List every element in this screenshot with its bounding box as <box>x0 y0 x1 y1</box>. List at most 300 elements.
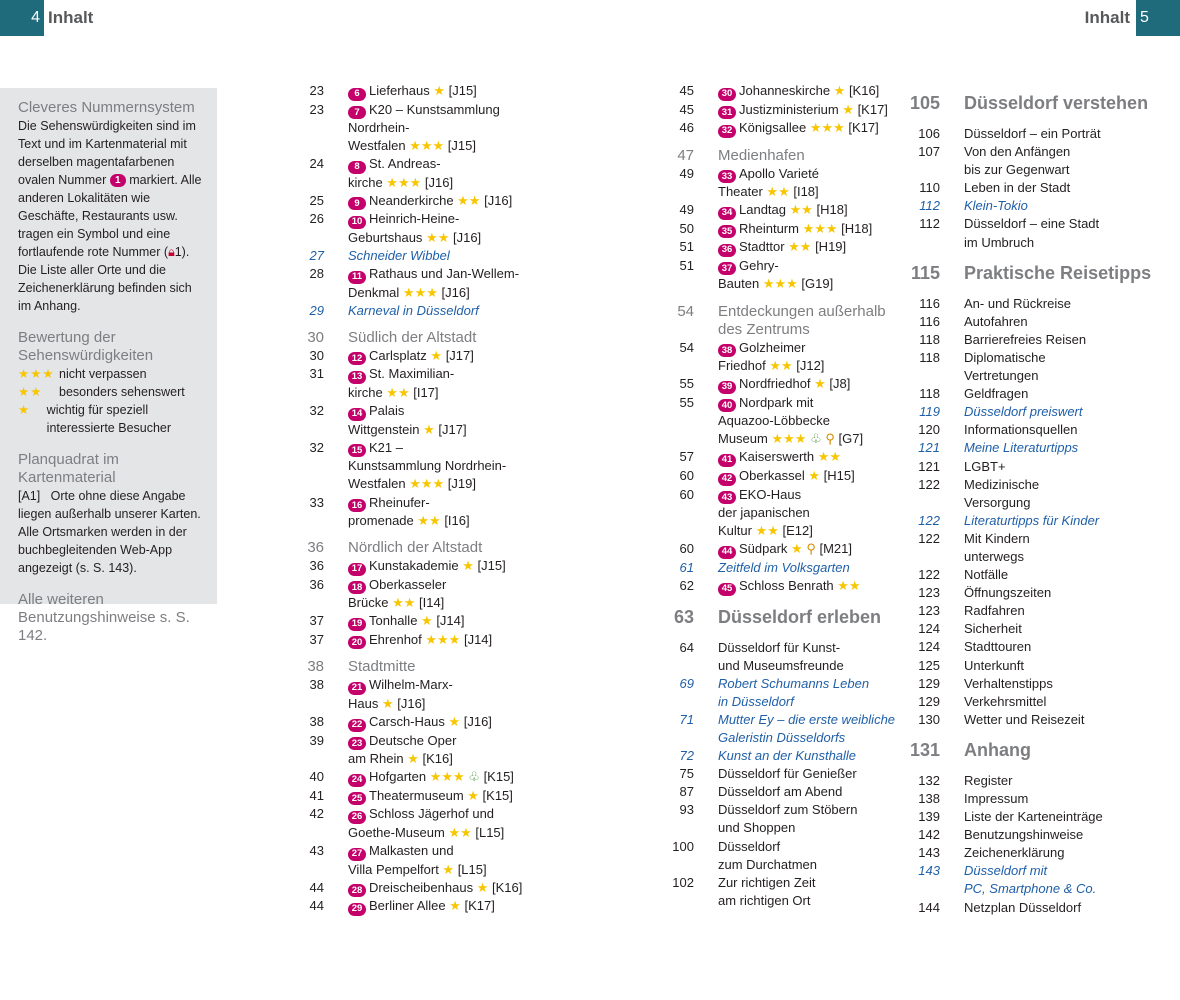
toc-page-number: 100 <box>672 838 694 854</box>
toc-line <box>348 210 620 229</box>
toc-entry-text <box>718 559 900 577</box>
toc-page-number: 32 <box>309 439 324 455</box>
toc-line-text: Haus ★ [J16] <box>348 695 426 711</box>
toc-line <box>718 729 900 747</box>
toc-page-number: 116 <box>919 313 940 329</box>
toc-page-number: 36 <box>307 539 324 557</box>
sight-number-badge: 7 <box>348 106 366 119</box>
sight-number-badge: 34 <box>718 207 736 220</box>
toc-page-number: 71 <box>679 711 694 727</box>
toc-line <box>348 594 620 612</box>
toc-page-number: 131 <box>909 739 940 760</box>
toc-page-number: 44 <box>309 879 324 895</box>
toc-entry <box>660 639 900 675</box>
toc-entry-text <box>718 639 900 675</box>
toc-page-number: 124 <box>918 639 940 655</box>
toc-line <box>348 247 620 265</box>
header-title-right: Inhalt <box>1084 8 1130 27</box>
toc-line-text: Galeristin Düsseldorfs <box>718 729 846 745</box>
toc-line-text: St. Maximilian- <box>369 366 455 382</box>
header-title-left: Inhalt <box>48 8 94 27</box>
toc-entry <box>905 421 1180 439</box>
toc-line <box>718 801 900 819</box>
toc-entry <box>660 375 900 394</box>
toc-line <box>718 606 900 628</box>
sight-number-badge: 28 <box>348 884 366 897</box>
toc-line <box>718 101 900 120</box>
toc-line <box>718 577 900 596</box>
toc-line-text: Zeichenerklärung <box>964 845 1065 861</box>
toc-entry-text <box>348 155 620 192</box>
sidebar-heading-grid: Planquadrat im Kartenmaterial <box>18 451 119 486</box>
toc-line-text: Vertretungen <box>964 368 1039 384</box>
toc-entry-text <box>348 805 620 842</box>
star-icon: ★ <box>476 879 489 895</box>
toc-page-number: 143 <box>918 845 940 861</box>
toc-entry-text <box>964 826 1180 844</box>
toc-line <box>964 143 1180 161</box>
legend-row <box>18 383 207 401</box>
toc-entry <box>290 557 620 576</box>
toc-line-text: Düsseldorf für Genießer <box>718 766 857 782</box>
star-icon: ★★★ <box>425 631 461 647</box>
toc-line-text: Informationsquellen <box>964 422 1078 438</box>
toc-line-text: Friedhof ★★ [J12] <box>718 358 825 374</box>
toc-entry-text <box>718 801 900 837</box>
toc-line <box>348 119 620 137</box>
toc-line-text: Carlsplatz ★ [J17] <box>369 347 474 363</box>
star-icon: ★ <box>842 101 854 117</box>
toc-entry-text <box>718 467 900 486</box>
toc-line <box>964 295 1180 313</box>
grid-code: [A1] <box>18 489 41 503</box>
toc-entry <box>290 676 620 713</box>
toc-line <box>348 475 620 493</box>
toc-line-text: Meine Literaturtipps <box>964 440 1079 456</box>
toc-entry <box>905 566 1180 584</box>
toc-entry <box>905 657 1180 675</box>
toc-line-text: Goethe-Museum ★★ [L15] <box>348 824 505 840</box>
toc-line <box>718 892 900 910</box>
sight-number-badge: 25 <box>348 792 366 805</box>
toc-line-text: K21 – <box>369 439 403 455</box>
toc-line <box>348 101 620 120</box>
toc-line-text: Landtag ★★ [H18] <box>739 202 848 218</box>
toc-entry <box>290 155 620 192</box>
star-icon: ★★★ <box>409 476 445 492</box>
toc-entry-text <box>964 638 1180 656</box>
toc-page-number: 40 <box>309 769 324 785</box>
toc-line <box>718 448 900 467</box>
toc-page-number: 47 <box>677 146 694 164</box>
toc-line-text: Verkehrsmittel <box>964 693 1047 709</box>
toc-line-text: Klein-Tokio <box>964 198 1028 214</box>
toc-entry <box>290 768 620 787</box>
sight-number-badge: 32 <box>718 125 736 138</box>
grid-text: Orte ohne diese Angabe liegen außerhalb unserer Karten. Alle Ortsmarken werden in der buchbegleitenden Web-App angezeigt (s. S. 143). <box>18 489 201 575</box>
toc-entry-text <box>348 612 620 631</box>
toc-page-number: 57 <box>679 449 694 465</box>
toc-entry-text <box>348 842 620 879</box>
toc-line <box>348 494 620 513</box>
sight-number-badge: 17 <box>348 563 366 576</box>
toc-line <box>718 819 900 837</box>
toc-line-text: Karneval in Düsseldorf <box>348 302 479 318</box>
toc-line <box>718 412 900 430</box>
toc-line-text: An- und Rückreise <box>964 295 1071 311</box>
numbering-text-b: markiert. Alle anderen Lokalitäten wie Geschäfte, Restaurants usw. tragen ein Symbol und eine fortlaufende rote Nummer ( <box>18 173 202 259</box>
star-icon: ★ <box>833 83 846 98</box>
toc-entry <box>905 808 1180 826</box>
toc-page-number: 44 <box>309 898 324 914</box>
toc-entry <box>905 179 1180 197</box>
toc-line <box>348 713 620 732</box>
toc-entry <box>660 559 900 577</box>
star-icon: ★★ <box>448 824 472 840</box>
sight-number-badge: 15 <box>348 444 366 457</box>
toc-page-number: 116 <box>919 295 940 311</box>
toc-entry-text <box>964 602 1180 620</box>
toc-line <box>718 303 900 321</box>
toc-entry-text <box>348 210 620 247</box>
toc-line <box>964 772 1180 790</box>
toc-line-text: Düsseldorf mit <box>964 863 1048 879</box>
toc-line-text: Deutsche Oper <box>369 732 457 748</box>
toc-entry-text <box>964 566 1180 584</box>
toc-entry-text <box>348 439 620 494</box>
toc-line-text: Museum ★★★ ♧ ⚲ [G7] <box>718 431 864 447</box>
star-icon: ★★ <box>18 385 43 399</box>
toc-line <box>348 805 620 824</box>
toc-entry-text <box>348 897 620 916</box>
toc-line <box>348 284 620 302</box>
toc-line <box>348 897 620 916</box>
sight-number-badge: 30 <box>718 88 736 101</box>
toc-entry <box>905 349 1180 385</box>
toc-line <box>964 385 1180 403</box>
toc-entry-text <box>964 620 1180 638</box>
toc-page-number: 138 <box>918 791 940 806</box>
star-icon: ★ <box>449 898 461 914</box>
toc-entry <box>660 874 900 910</box>
toc-line <box>964 331 1180 349</box>
toc-line <box>348 155 620 174</box>
star-icon: ★ <box>462 558 474 574</box>
toc-line <box>718 874 900 892</box>
toc-entry-text <box>718 783 900 801</box>
toc-line-text: promenade ★★ [I16] <box>348 513 470 529</box>
toc-entry <box>290 631 620 650</box>
toc-line <box>348 137 620 155</box>
toc-entry <box>905 693 1180 711</box>
info-sidebar <box>0 88 217 644</box>
toc-page-number: 36 <box>309 558 324 574</box>
toc-line-text: Autofahren <box>964 313 1028 329</box>
toc-page-number: 142 <box>918 827 940 843</box>
toc-entry-text <box>964 295 1180 313</box>
sight-number-badge: 16 <box>348 499 366 512</box>
toc-entry <box>660 448 900 467</box>
toc-line-text: Impressum <box>964 791 1029 806</box>
toc-line-text: Apollo Varieté <box>739 165 819 181</box>
toc-entry <box>290 247 620 265</box>
toc-entry <box>660 394 900 449</box>
toc-page-number: 112 <box>919 198 940 214</box>
rating-legend <box>18 365 207 437</box>
toc-line-text: K20 – Kunstsammlung <box>369 101 500 117</box>
toc-entry <box>290 365 620 402</box>
toc-line <box>964 693 1180 711</box>
toc-line <box>964 313 1180 331</box>
toc-page-number: 60 <box>679 541 694 557</box>
star-icon: ★ <box>814 376 826 392</box>
toc-line-text: Rheinturm ★★★ [H18] <box>739 220 873 236</box>
sight-number-badge: 45 <box>718 583 736 596</box>
toc-page-number: 38 <box>309 677 324 693</box>
toc-line <box>964 179 1180 197</box>
toc-page-number: 43 <box>309 842 324 858</box>
toc-line-text: und Shoppen <box>718 820 796 836</box>
toc-line <box>348 658 620 676</box>
toc-line-text: Stadtmitte <box>348 658 416 676</box>
toc-entry-text <box>718 486 900 541</box>
toc-line-text: Von den Anfängen <box>964 144 1071 160</box>
toc-line <box>964 262 1180 284</box>
toc-page-number: 118 <box>919 331 940 347</box>
toc-page-number: 30 <box>307 328 324 346</box>
toc-line <box>348 732 620 751</box>
toc-entry <box>905 530 1180 566</box>
toc-section <box>290 658 620 676</box>
toc-entry <box>290 347 620 366</box>
star-icon: ★★★ <box>402 284 438 300</box>
toc-page-number: 62 <box>679 577 694 593</box>
toc-entry <box>905 385 1180 403</box>
toc-line-text: Leben in der Stadt <box>964 180 1071 196</box>
toc-line-text: Geburtshaus ★★ [J16] <box>348 230 482 246</box>
toc-line <box>718 657 900 675</box>
sight-number-badge: 22 <box>348 719 366 732</box>
toc-entry <box>660 711 900 747</box>
toc-line <box>718 394 900 413</box>
toc-entry-text <box>718 257 900 294</box>
toc-entry-text <box>718 101 900 120</box>
toc-line <box>718 183 900 201</box>
toc-entry <box>660 82 900 101</box>
toc-line <box>718 375 900 394</box>
toc-column-2 <box>660 82 900 910</box>
toc-entry-text <box>964 313 1180 331</box>
toc-line <box>718 467 900 486</box>
toc-line <box>348 787 620 806</box>
numbering-text-c: ). Die Liste aller Orte und die Zeichenerklärung befinden sich im Anhang. <box>18 245 192 313</box>
toc-line <box>348 174 620 192</box>
toc-entry <box>290 897 620 916</box>
toc-line <box>718 321 900 339</box>
toc-entry <box>290 439 620 494</box>
toc-entry-text <box>718 874 900 910</box>
toc-line <box>348 192 620 211</box>
toc-entry-text <box>348 787 620 806</box>
toc-line <box>348 842 620 861</box>
toc-line <box>718 119 900 138</box>
toc-entry-text <box>964 657 1180 675</box>
toc-line <box>718 504 900 522</box>
toc-entry-text <box>348 347 620 366</box>
toc-entry-text <box>718 577 900 596</box>
toc-page-number: 69 <box>679 675 694 691</box>
toc-line <box>348 457 620 475</box>
toc-entry-text <box>964 739 1180 761</box>
toc-line-text: Praktische Reisetipps <box>964 262 1152 283</box>
toc-line-text: Rheinufer- <box>369 494 430 510</box>
toc-page-number: 45 <box>679 101 694 117</box>
star-icon: ★ <box>381 695 394 711</box>
toc-line <box>348 539 620 557</box>
toc-line <box>964 899 1180 917</box>
toc-entry <box>905 772 1180 790</box>
toc-line <box>964 530 1180 548</box>
toc-entry-text <box>964 385 1180 403</box>
toc-line-text: Bauten ★★★ [G19] <box>718 276 834 292</box>
toc-entry-text <box>348 101 620 156</box>
toc-page-number: 120 <box>918 422 940 438</box>
star-icon: ★★ <box>788 239 812 255</box>
toc-entry-text <box>964 197 1180 215</box>
toc-line <box>718 486 900 505</box>
toc-line <box>964 367 1180 385</box>
toc-page-number: 72 <box>679 748 694 764</box>
star-icon: ★ <box>467 787 479 803</box>
toc-line <box>348 612 620 631</box>
toc-line <box>718 675 900 693</box>
toc-page-number: 132 <box>918 772 940 788</box>
toc-line-text: St. Andreas- <box>369 156 441 172</box>
toc-line <box>348 879 620 898</box>
toc-entry <box>905 711 1180 729</box>
toc-entry <box>290 612 620 631</box>
toc-entry <box>660 238 900 257</box>
toc-entry <box>660 220 900 239</box>
toc-line-text: Öffnungszeiten <box>964 585 1052 601</box>
toc-line <box>718 747 900 765</box>
toc-entry-text <box>964 512 1180 530</box>
toc-line <box>348 302 620 320</box>
toc-line <box>718 339 900 358</box>
toc-entry <box>905 313 1180 331</box>
toc-line-text: Düsseldorf erleben <box>718 606 882 627</box>
toc-entry-text <box>718 747 900 765</box>
legend-row <box>18 365 207 383</box>
toc-entry-text <box>964 262 1180 284</box>
toc-entry <box>660 747 900 765</box>
toc-line <box>964 215 1180 233</box>
legend-label: nicht verpassen <box>59 367 147 381</box>
toc-line-text: Golzheimer <box>739 339 806 355</box>
toc-line-text: Kunstsammlung Nordrhein- <box>348 458 507 474</box>
toc-line <box>964 92 1180 114</box>
toc-line <box>348 265 620 284</box>
toc-page-number: 39 <box>309 732 324 748</box>
star-icon: ★ <box>433 83 445 98</box>
toc-line-text: zum Durchatmen <box>718 856 817 872</box>
toc-page-number: 87 <box>679 784 694 800</box>
toc-line <box>718 559 900 577</box>
star-icon: ★★★ <box>771 431 807 447</box>
magenta-number-badge: 1 <box>110 174 126 187</box>
toc-entry-text <box>348 192 620 211</box>
toc-line-text: Brücke ★★ [I14] <box>348 595 445 611</box>
star-icon: ★★★ <box>802 220 838 236</box>
sight-number-badge: 27 <box>348 848 366 861</box>
toc-line-text: Carsch-Haus ★ [J16] <box>369 714 492 730</box>
toc-line-text: Benutzungshinweise <box>964 827 1084 843</box>
toc-entry-text <box>348 302 620 320</box>
toc-section <box>290 539 620 557</box>
toc-page-number: 49 <box>679 202 694 218</box>
toc-page-number: 41 <box>309 787 324 803</box>
toc-page-number: 23 <box>309 83 324 98</box>
toc-entry <box>905 638 1180 656</box>
toc-page-number: 122 <box>918 512 940 528</box>
toc-entry-text <box>718 119 900 138</box>
toc-line-text: Dreischeibenhaus ★ [K16] <box>369 879 523 895</box>
toc-entry <box>290 82 620 101</box>
toc-line <box>964 512 1180 530</box>
toc-entry <box>905 403 1180 421</box>
toc-entry-text <box>964 899 1180 917</box>
toc-line-text: Kaiserswerth ★★ <box>739 449 842 465</box>
toc-entry-text <box>348 247 620 265</box>
toc-line <box>348 421 620 439</box>
toc-entry <box>905 826 1180 844</box>
toc-line <box>964 826 1180 844</box>
toc-page-number: 51 <box>679 239 694 255</box>
toc-entry-text <box>348 494 620 531</box>
toc-line-text: Register <box>964 772 1013 788</box>
toc-entry <box>660 675 900 711</box>
toc-line <box>964 602 1180 620</box>
toc-entry <box>660 165 900 202</box>
toc-line <box>964 197 1180 215</box>
toc-entry-text <box>348 768 620 787</box>
toc-entry-text <box>718 394 900 449</box>
toc-entry-text <box>964 458 1180 476</box>
toc-page-number: 38 <box>309 714 324 730</box>
toc-entry-text <box>348 329 620 347</box>
toc-page-number: 123 <box>918 603 940 619</box>
toc-column-3 <box>905 82 1180 917</box>
toc-line-text: Neanderkirche ★★ [J16] <box>369 192 513 208</box>
toc-line <box>964 638 1180 656</box>
toc-section <box>905 92 1180 114</box>
toc-line <box>964 494 1180 512</box>
toc-line <box>348 824 620 842</box>
toc-entry <box>905 143 1180 179</box>
star-icon: ★ <box>442 861 455 877</box>
toc-line-text: Schneider Wibbel <box>348 248 450 264</box>
toc-line-text: Aquazoo-Löbbecke <box>718 413 831 429</box>
toc-entry <box>290 210 620 247</box>
toc-entry <box>290 805 620 842</box>
toc-line <box>348 576 620 595</box>
toc-line-text: Heinrich-Heine- <box>369 211 460 227</box>
toc-line-text: kirche ★★★ [J16] <box>348 174 454 190</box>
nature-icon: ♧ <box>468 769 480 785</box>
toc-section <box>905 739 1180 761</box>
toc-line-text: Medizinische <box>964 476 1040 492</box>
toc-entry-text <box>964 808 1180 826</box>
